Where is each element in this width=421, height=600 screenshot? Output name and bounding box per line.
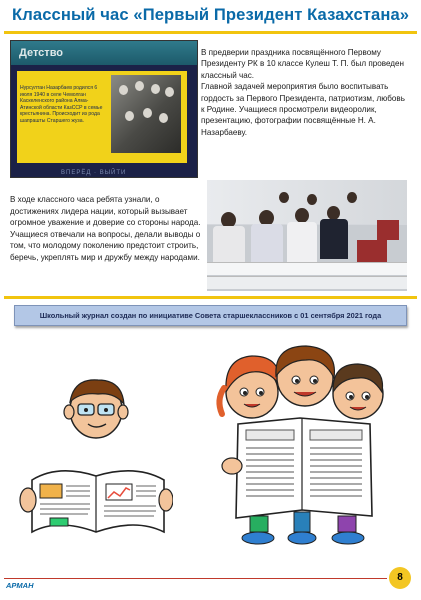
page-title: Классный час «Первый Президент Казахстана» [12,5,410,24]
paragraph-left-2: Учащиеся отвечали на вопросы, делали выводы о том, что молодому поколению предстоит строить, беречь, укреплять мир и дружбу между народами. [10,229,201,262]
slide-text: Нурсултан Назарбаев родился 6 июля 1940 в селе Чемолган Каскеленского района Алма-Атинской области КазССР в семье крестьянина. Происходит из рода шапрашты Старшего жуза. [20,85,103,124]
kids-reading-newspaper-illustration [210,340,400,550]
presentation-slide-photo [10,40,198,178]
paragraph-right-1: В предверии праздника посвящённого Первому Президенту РК в 10 классе Кулеш Т. П. был проведен классный час. [201,48,404,80]
family-photo [111,75,181,153]
journal-banner [14,305,407,326]
man-reading-newspaper-illustration [18,372,173,540]
middle-divider [4,296,417,299]
paragraph-left-1: В ходе классного часа ребята узнали, о достижениях лидера нации, который вызывает огромное уважение и доверие со стороны народа. [10,195,201,227]
article-paragraph-right [201,47,409,138]
classroom-photo [207,180,407,291]
banner-text: Школьный журнал создан по инициативе Совета старшеклассников с 01 сентября 2021 года [39,311,382,320]
article-paragraph-left [10,194,203,263]
slide-yellow-panel [17,71,187,163]
slide-footer: ВПЕРЁД · ВЫЙТИ [61,170,127,176]
top-divider [4,31,417,34]
footer-divider [4,578,387,579]
paragraph-right-2: Главной задачей мероприятия было воспитывать гордость за Первого Президента, патриотизм, любовь к Родине. Учащиеся просмотрели видеоролик, презентацию, фотографии посвящённые Н. А. Назарбаеву. [201,82,405,137]
page-number-badge: 8 [389,567,411,589]
magazine-name: АРМАН [6,581,34,590]
slide-heading: Детство [11,41,197,65]
